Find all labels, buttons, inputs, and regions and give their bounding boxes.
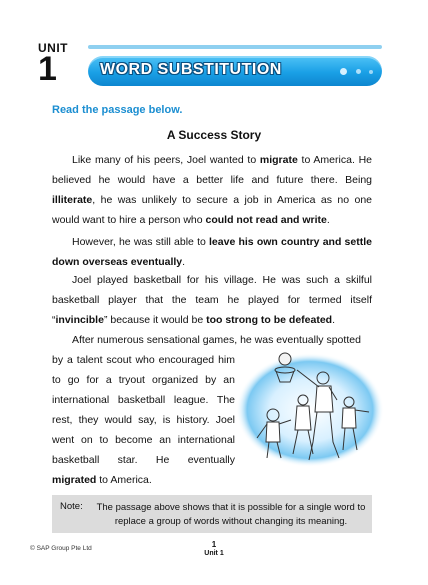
text-run: . — [332, 314, 336, 326]
banner-dot-icon — [369, 70, 373, 74]
paragraph-4-text: After numerous sensational games, he was eventually spotted — [72, 334, 361, 346]
paragraph-2 — [52, 232, 372, 272]
text-run: . — [182, 256, 186, 268]
banner-dot-icon — [356, 69, 361, 74]
banner-dot-icon — [340, 68, 347, 75]
instruction: Read the passage below. — [52, 104, 183, 116]
bold-term: migrated — [52, 474, 97, 486]
bold-term: invincible — [55, 314, 104, 326]
title-banner — [88, 56, 382, 86]
bold-term: illiterate — [52, 194, 93, 206]
page-title: WORD SUBSTITUTION — [100, 61, 282, 78]
note-label: Note: — [60, 501, 83, 512]
bold-term: migrate — [259, 154, 298, 166]
unit-number: 1 — [38, 50, 57, 88]
text-run: , he was unlikely to secure a job in America as no one would want to hire a person who — [52, 194, 372, 226]
text-run: Like many of his peers, Joel wanted to — [72, 154, 260, 166]
bold-term: could not read and write — [205, 214, 327, 226]
text-run: to America. He believed he would have a better life and future there. Being — [52, 154, 372, 186]
paragraph-1 — [52, 150, 372, 230]
paragraph-3 — [52, 270, 372, 330]
header-rule — [88, 45, 382, 49]
bold-term: leave his own country and settle down overseas eventually — [52, 236, 372, 268]
paragraph-5 — [52, 350, 235, 490]
copyright: © SAP Group Pte Ltd — [30, 545, 92, 552]
story-title: A Success Story — [166, 128, 262, 142]
basketball-players-illustration — [235, 350, 385, 468]
paragraph-4 — [52, 330, 372, 350]
page-unit-label: Unit 1 — [204, 550, 224, 557]
note-text: The passage above shows that it is possible for a single word to replace a group of words without changing its meaning. — [96, 502, 366, 527]
text-run: . — [326, 214, 330, 226]
page-number: 1 — [211, 540, 217, 549]
text-run: to America. — [96, 474, 152, 486]
text-run: Joel played basketball for his village. He was such a skilful basketball player that the team he played for termed itself “ — [52, 274, 372, 326]
note-box — [52, 495, 372, 533]
unit-label: UNIT — [38, 41, 68, 55]
text-run: ” because it would be — [103, 314, 207, 326]
text-run: by a talent scout who encouraged him to go for a tryout organized by an international basketball league. The rest, they would say, is history. Joel went on to become an international basketball star. He eventually — [52, 354, 235, 466]
bold-term: too strong to be defeated — [206, 314, 333, 326]
text-run: However, he was still able to — [72, 236, 210, 248]
